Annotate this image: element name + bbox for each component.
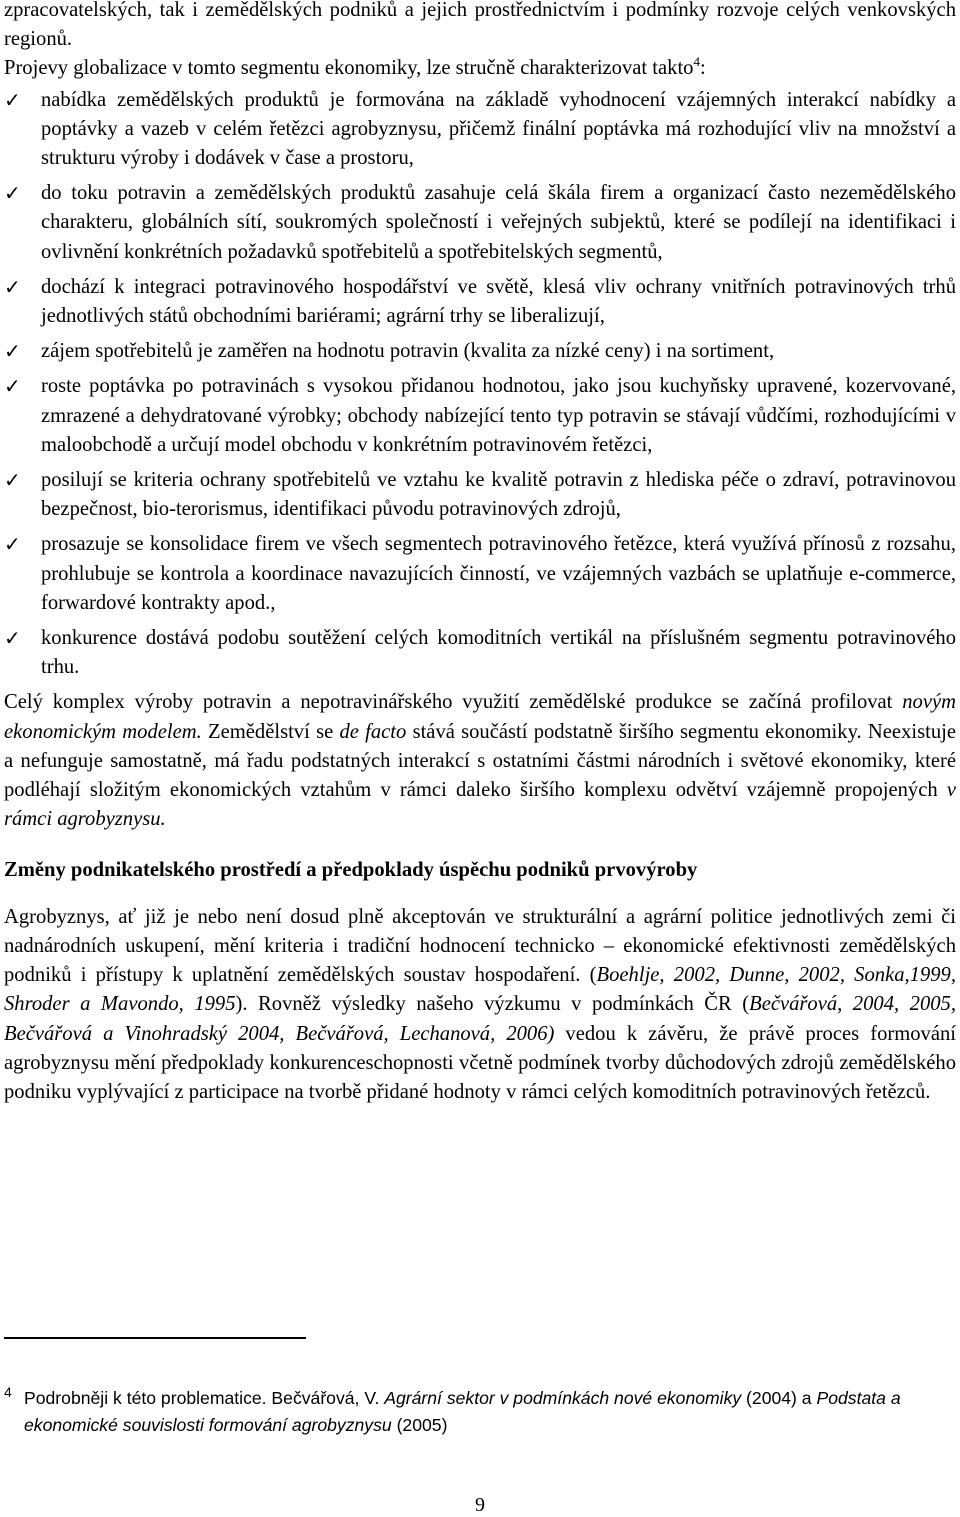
text-run: Zemědělství se xyxy=(201,720,340,743)
list-item xyxy=(4,530,956,618)
checkmark-icon: ✓ xyxy=(4,374,21,399)
footnote-text xyxy=(4,1385,956,1439)
list-item-text: roste poptávka po potravinách s vysokou přidanou hodnotou, jako jsou kuchyňsky upravené, kozervované, zmrazené a dehydratované výrobky; obchody nabízející tento typ potravin se stávají vůdčími, rozhodujícími v maloobchodě a určují model obchodu v konkrétním potravinovém řetězci, xyxy=(41,375,956,456)
economic-model-paragraph xyxy=(4,688,956,834)
italic-text: novým ekonomickým modelem. xyxy=(4,691,956,743)
list-item-text: prosazuje se konsolidace firem ve všech segmentech potravinového řetězce, která využívá přínosů z rozsahu, prohlubuje se kontrola a koordinace navazujících činností, ve vzájemných vazbách se uplatňuje e-commerce, forwardové kontrakty apod., xyxy=(41,533,956,614)
list-item-text: konkurence dostává podobu soutěžení celých komoditních vertikál na příslušném segmentu potravinového trhu. xyxy=(41,627,956,679)
list-item-text: posilují se kriteria ochrany spotřebitelů ve vztahu ke kvalitě potravin z hlediska péče o zdraví, potravinovou bezpečnost, bio-terorismus, identifikaci původu potravinových zdrojů, xyxy=(41,469,956,521)
document-body xyxy=(4,0,956,1107)
text-run: (2004) a xyxy=(741,1388,817,1408)
list-item-text: zájem spotřebitelů je zaměřen na hodnotu potravin (kvalita za nízké ceny) i na sortiment, xyxy=(41,340,775,363)
list-item xyxy=(4,372,956,460)
list-item xyxy=(4,466,956,524)
footnote-divider xyxy=(4,1337,306,1339)
checkmark-icon: ✓ xyxy=(4,532,21,557)
intro-paragraph xyxy=(4,0,956,84)
italic-text: v rámci agrobyznysu. xyxy=(4,779,956,831)
globalization-list xyxy=(4,86,956,683)
checkmark-icon: ✓ xyxy=(4,274,21,299)
checkmark-icon: ✓ xyxy=(4,87,21,112)
intro-line-2: Projevy globalizace v tomto segmentu ekonomiky, lze stručně charakterizovat takto xyxy=(4,57,694,80)
italic-text: de facto xyxy=(339,720,407,743)
text-run: (2005) xyxy=(391,1415,448,1435)
book-title: Agrární sektor v podmínkách nové ekonomiky xyxy=(384,1388,742,1408)
text-run: Agrobyznys, ať již je nebo není dosud plně akceptován ve strukturální a agrární politice jednotlivých zemi či nadnárodních uskupení, mění kriteria i tradiční hodnocení technicko – ekonomické efektivnosti zemědělských podniků i přístupy k uplatnění zemědělských soustav hospodaření. ( xyxy=(4,905,956,987)
citation: Bečvářová, 2004, 2005, Bečvářová a Vinohradský 2004, Bečvářová, Lechanová, 2006) xyxy=(4,993,956,1045)
book-title: Podstata a ekonomické souvislosti formování agrobyznysu xyxy=(24,1388,901,1435)
checkmark-icon: ✓ xyxy=(4,626,21,651)
intro-line-2-end: : xyxy=(699,57,706,80)
checkmark-icon: ✓ xyxy=(4,339,21,364)
list-item-text: do toku potravin a zemědělských produktů zasahuje celá škála firem a organizací často nezemědělského charakteru, globálních sítí, soukromých společností i veřejných subjektů, které se podílejí na identifikaci i ovlivnění konkrétních požadavků spotřebitelů a spotřebitelských segmentů, xyxy=(41,182,956,263)
text-run: Celý komplex výroby potravin a nepotravinářského využití zemědělské produkce se začíná profilovat xyxy=(4,691,903,714)
footnote-mark: 4 xyxy=(4,1384,12,1400)
list-item xyxy=(4,337,956,366)
intro-line-1: zpracovatelských, tak i zemědělských podniků a jejich prostřednictvím i podmínky rozvoje celých venkovských regionů. xyxy=(4,0,956,51)
list-item xyxy=(4,273,956,331)
text-run: stává součástí podstatně širšího segmentu ekonomiky. Neexistuje a nefunguje samostatně, má řadu podstatných interakcí s ostatními částmi národních i světové ekonomiky, které podléhají složitým ekonomických vztahům v rámci daleko širšího komplexu odvětví vzájemně propojených xyxy=(4,720,956,802)
list-item xyxy=(4,624,956,682)
checkmark-icon: ✓ xyxy=(4,468,21,493)
text-run: Podrobněji k této problematice. Bečvářová, V. xyxy=(24,1388,385,1408)
footnote xyxy=(4,1385,956,1439)
section-heading: Změny podnikatelského prostředí a předpoklady úspěchu podniků prvovýroby xyxy=(4,859,698,882)
list-item-text: dochází k integraci potravinového hospodářství ve světě, klesá vliv ochrany vnitřních potravinových trhů jednotlivých států obchodními bariérami; agrární trhy se liberalizují, xyxy=(41,275,956,328)
list-item-text: nabídka zemědělských produktů je formována na základě vyhodnocení vzájemných interakcí nabídky a poptávky a vazeb v celém řetězci agrobyznysu, přičemž finální poptávka má rozhodující vliv na množství a strukturu výroby i dodávek v čase a prostoru, xyxy=(41,88,956,170)
list-item xyxy=(4,179,956,267)
text-run: ). Rovněž výsledky našeho výzkumu v podmínkách ČR ( xyxy=(235,993,750,1016)
footnote-reference[interactable]: 4 xyxy=(693,54,700,70)
citation: Boehlje, 2002, Dunne, 2002, Sonka,1999, Shroder a Mavondo, 1995 xyxy=(4,964,956,1016)
agribusiness-paragraph xyxy=(4,903,956,1107)
checkmark-icon: ✓ xyxy=(4,181,21,206)
page-number: 9 xyxy=(475,1494,485,1516)
list-item xyxy=(4,86,956,174)
text-run: vedou k závěru, že právě proces formování agrobyznysu mění předpoklady konkurenceschopnosti včetně podmínek tvorby důchodových zdrojů zemědělského podniku vyplývající z participace na tvorbě přidané hodnoty v rámci celých komoditních potravinových řetězců. xyxy=(4,1022,956,1103)
